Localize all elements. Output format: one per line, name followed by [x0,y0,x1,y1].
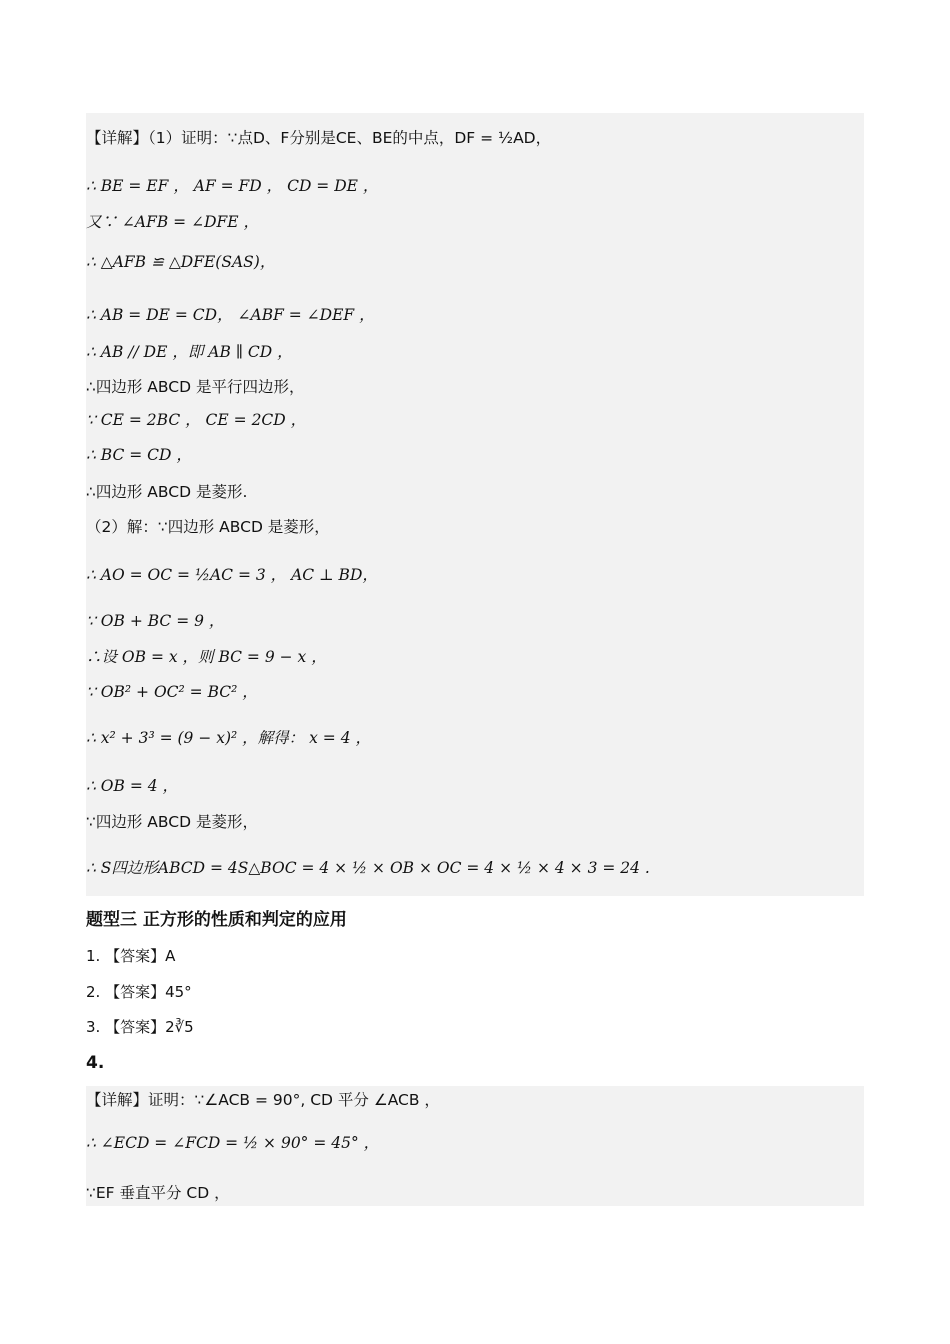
solution-line: ∴四边形 ABCD 是平行四边形， [86,378,305,396]
solution-line: ∴ x² + 3³ = (9 − x)² ，解得： x = 4 ， [86,729,371,747]
question-number: 4. [86,1053,105,1073]
solution-line: ∴ S四边形ABCD = 4S△BOC = 4 × ½ × OB × OC = 4 × ½ × 4 × 3 = 24 . [86,859,650,877]
solution-line: ∴ AO = OC = ½AC = 3 ， AC ⊥ BD， [86,566,378,584]
answer-item: 2. 【答案】45° [86,983,192,1001]
q4-line: 【详解】证明：∵∠ACB = 90°, CD 平分 ∠ACB ， [86,1091,440,1109]
solution-line: ∵ OB + BC = 9 ， [86,612,225,630]
solution-line: ∵ CE = 2BC ， CE = 2CD ， [86,411,307,429]
section-title: 题型三 正方形的性质和判定的应用 [86,910,347,930]
answer-item: 1. 【答案】A [86,947,176,965]
q4-line: ∴ ∠ECD = ∠FCD = ½ × 90° = 45° ， [86,1134,380,1152]
solution-line: ∴ AB // DE ，即 AB ∥ CD ， [86,343,293,361]
solution-line: ∴设 OB = x ，则 BC = 9 − x ， [86,648,327,666]
solution-line: ∴ AB = DE = CD， ∠ABF = ∠DEF ， [86,306,375,324]
solution-line: ∴四边形 ABCD 是菱形. [86,483,248,501]
solution-line: ∵四边形 ABCD 是菱形， [86,813,258,831]
solution-line: 【详解】（1）证明：∵点D、F分别是CE、BE的中点，DF = ½AD， [86,129,552,147]
q4-line: ∵EF 垂直平分 CD ， [86,1184,230,1202]
solution-line: ∴ BC = CD ， [86,446,192,464]
solution-line: （2）解：∵四边形 ABCD 是菱形， [86,518,330,536]
answer-item: 3. 【答案】2∛5 [86,1018,194,1036]
solution-line: ∴ △AFB ≌ △DFE(SAS)， [86,253,276,271]
solution-line: ∴ OB = 4 ， [86,777,179,795]
solution-line: ∵ OB² + OC² = BC² ， [86,683,258,701]
solution-line: ∴ BE = EF ， AF = FD ， CD = DE ， [86,177,379,195]
solution-line: 又∵ ∠AFB = ∠DFE ， [86,213,260,231]
